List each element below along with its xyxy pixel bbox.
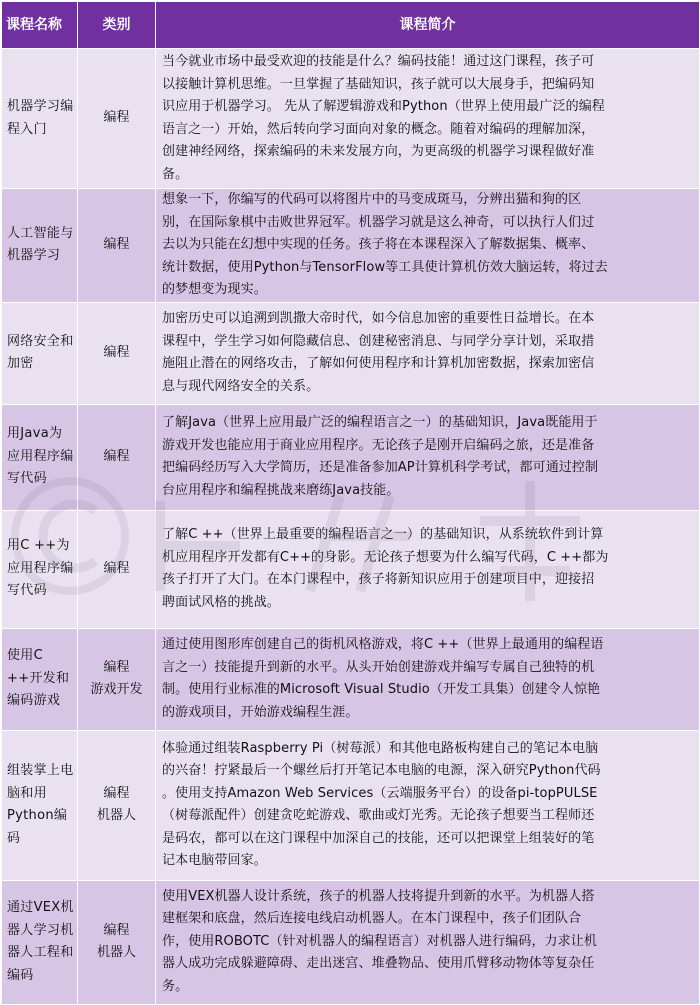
description-line: 务。 (162, 978, 189, 994)
description-line: 加密历史可以追溯到凯撒大帝时代，如今信息加密的重要性日益增长。在本 (162, 311, 595, 326)
table-row (2, 302, 700, 404)
description-line: 言之一）技能提升到新的水平。从头开始创建游戏并编写专属自己独特的机 (162, 659, 595, 675)
description-line: 聘面试风格的挑战。 (162, 594, 280, 610)
course-category-cell (78, 189, 156, 303)
course-category-cell (78, 880, 156, 1004)
description-line: 以接触计算机思维。一旦掌握了基础知识，孩子就可以大展身手，把编码知 (162, 76, 595, 92)
course-description-cell (156, 189, 700, 303)
description-line: 孩子打开了大门。在本门课程中，孩子将新知识应用于创建项目中，迎接招 (162, 572, 595, 587)
description-line: 识应用于机器学习。 先从了解逻辑游戏和Python（世界上使用最广泛的编程 (162, 99, 605, 114)
table-header-row (2, 2, 700, 49)
course-name-cell: 人工智能与机器学习 (2, 189, 78, 303)
course-description-cell (156, 730, 700, 880)
description-line: 使用VEX机器人设计系统，孩子的机器人技将提升到新的水平。为机器人搭 (162, 888, 595, 904)
description-line: 语言之一）开始，然后转向学习面向对象的概念。随着对编码的理解加深， (162, 121, 595, 137)
course-category-cell (78, 628, 156, 730)
description-line: 制。使用行业标准的Microsoft Visual Studio（开发工具集）创建令人惊艳 (162, 682, 601, 697)
description-line: 了解C ++（世界上最重要的编程语言之一）的基础知识，从系统软件到计算 (162, 527, 604, 542)
category-label: 编程 (103, 110, 130, 126)
course-category-cell (78, 730, 156, 880)
category-label: 编程 (103, 344, 130, 360)
course-description-cell (156, 302, 700, 404)
category-label: 机器人 (96, 945, 136, 960)
description-line: 把编码经历写入大学简历，还是准备参加AP计算机科学考试，都可通过控制 (162, 460, 599, 475)
description-line: 备。 (162, 166, 189, 182)
category-label: 编程 (103, 922, 130, 938)
course-category-cell (78, 49, 156, 189)
description-line: 的梦想变为现实。 (162, 282, 267, 297)
description-line: 通过使用图形库创建自己的街机风格游戏，将C ++（世界上最通用的编程语 (162, 637, 604, 652)
category-label: 游戏开发 (90, 682, 143, 697)
header-category: 类别 (78, 2, 156, 49)
description-line: 别，在国际象棋中击败世界冠军。机器学习就是这么神奇，可以执行人们过 (162, 214, 595, 230)
category-label: 编程 (103, 237, 130, 252)
description-line: 游戏开发也能应用于商业应用程序。无论孩子是刚开启编码之旅，还是准备 (162, 437, 595, 453)
course-name-cell: 用C ++为应用程序编写代码 (2, 510, 78, 628)
table-row (2, 49, 700, 189)
description-line: （树莓派配件）创建贪吃蛇游戏、歌曲或灯光秀。无论孩子想要当工程师还 (162, 808, 595, 823)
table-row (2, 189, 700, 303)
table-row (2, 510, 700, 628)
category-label: 编程 (103, 785, 130, 801)
description-line: 作，使用ROBOTC（针对机器人的编程语言）对机器人进行编码，力求让机 (162, 933, 597, 949)
course-description-cell (156, 628, 700, 730)
description-line: 想象一下，你编写的代码可以将图片中的马变成斑马，分辨出猫和狗的区 (162, 192, 582, 207)
description-line: 。使用支持Amazon Web Services（云端服务平台）的设备pi-topPULSE (162, 785, 598, 801)
course-name-cell: 使用C ++开发和编码游戏 (2, 628, 78, 730)
description-line: 的游戏项目，开始游戏编程生涯。 (162, 704, 359, 720)
description-line: 去以为只能在幻想中实现的任务。孩子将在本课程深入了解数据集、概率、 (162, 237, 595, 252)
course-name-cell: 用Java为应用程序编写代码 (2, 404, 78, 510)
course-description-cell (156, 510, 700, 628)
course-category-cell (78, 510, 156, 628)
description-line: 建框架和底盘，然后连接电线启动机器人。在本门课程中，孩子们团队合 (162, 911, 582, 927)
course-description-cell (156, 880, 700, 1004)
header-description: 课程简介 (156, 2, 700, 49)
description-line: 施阻止潜在的网络攻击，了解如何使用程序和计算机加密数据，探索加密信 (162, 356, 595, 371)
table-row (2, 730, 700, 880)
description-line: 息与现代网络安全的关系。 (162, 378, 320, 394)
course-name-cell: 网络安全和加密 (2, 302, 78, 404)
course-description-cell (156, 49, 700, 189)
description-line: 记本电脑带回家。 (162, 853, 267, 868)
course-name-cell: 通过VEX机器人学习机器人工程和编码 (2, 880, 78, 1004)
course-table (1, 1, 700, 1005)
category-label: 编程 (103, 448, 130, 464)
category-label: 编程 (103, 659, 130, 675)
course-category-cell (78, 302, 156, 404)
description-line: 器人成功完成躲避障碍、走出迷宫、堆叠物品、使用爪臂移动物体等复杂任 (162, 956, 595, 972)
description-line: 是码农，都可以在这门课程中加深自己的技能，还可以把课堂上组装好的笔 (162, 830, 595, 846)
description-line: 机应用程序开发都有C++的身影。无论孩子想要为什么编写代码，C ++都为 (162, 549, 609, 565)
table-row (2, 404, 700, 510)
description-line: 当今就业市场中最受欢迎的技能是什么？编码技能！通过这门课程，孩子可 (162, 54, 595, 69)
description-line: 创建神经网络，探索编码的未来发展方向，为更高级的机器学习课程做好准 (162, 144, 595, 159)
description-line: 体验通过组装Raspberry Pi（树莓派）和其他电路板构建自己的笔记本电脑 (162, 740, 599, 756)
description-line: 统计数据，使用Python与TensorFlow等工具使计算机仿效大脑运转，将过去 (162, 259, 608, 275)
course-category-cell (78, 404, 156, 510)
course-description-cell (156, 404, 700, 510)
header-course-name: 课程名称 (2, 2, 78, 49)
category-label: 机器人 (96, 808, 136, 823)
description-line: 了解Java（世界上应用最广泛的编程语言之一）的基础知识，Java既能用于 (162, 415, 598, 430)
table-row (2, 880, 700, 1004)
description-line: 台应用程序和编程挑战来磨练Java技能。 (162, 482, 400, 498)
page (0, 1, 700, 1003)
table-row (2, 628, 700, 730)
description-line: 的兴奋！拧紧最后一个螺丝后打开笔记本电脑的电源，深入研究Python代码 (162, 763, 601, 778)
course-name-cell: 组装掌上电脑和用Python编码 (2, 730, 78, 880)
category-label: 编程 (103, 560, 130, 576)
course-name-cell: 机器学习编程入门 (2, 49, 78, 189)
description-line: 课程中，学生学习如何隐藏信息、创建秘密消息、与同学分享计划，采取措 (162, 333, 595, 349)
